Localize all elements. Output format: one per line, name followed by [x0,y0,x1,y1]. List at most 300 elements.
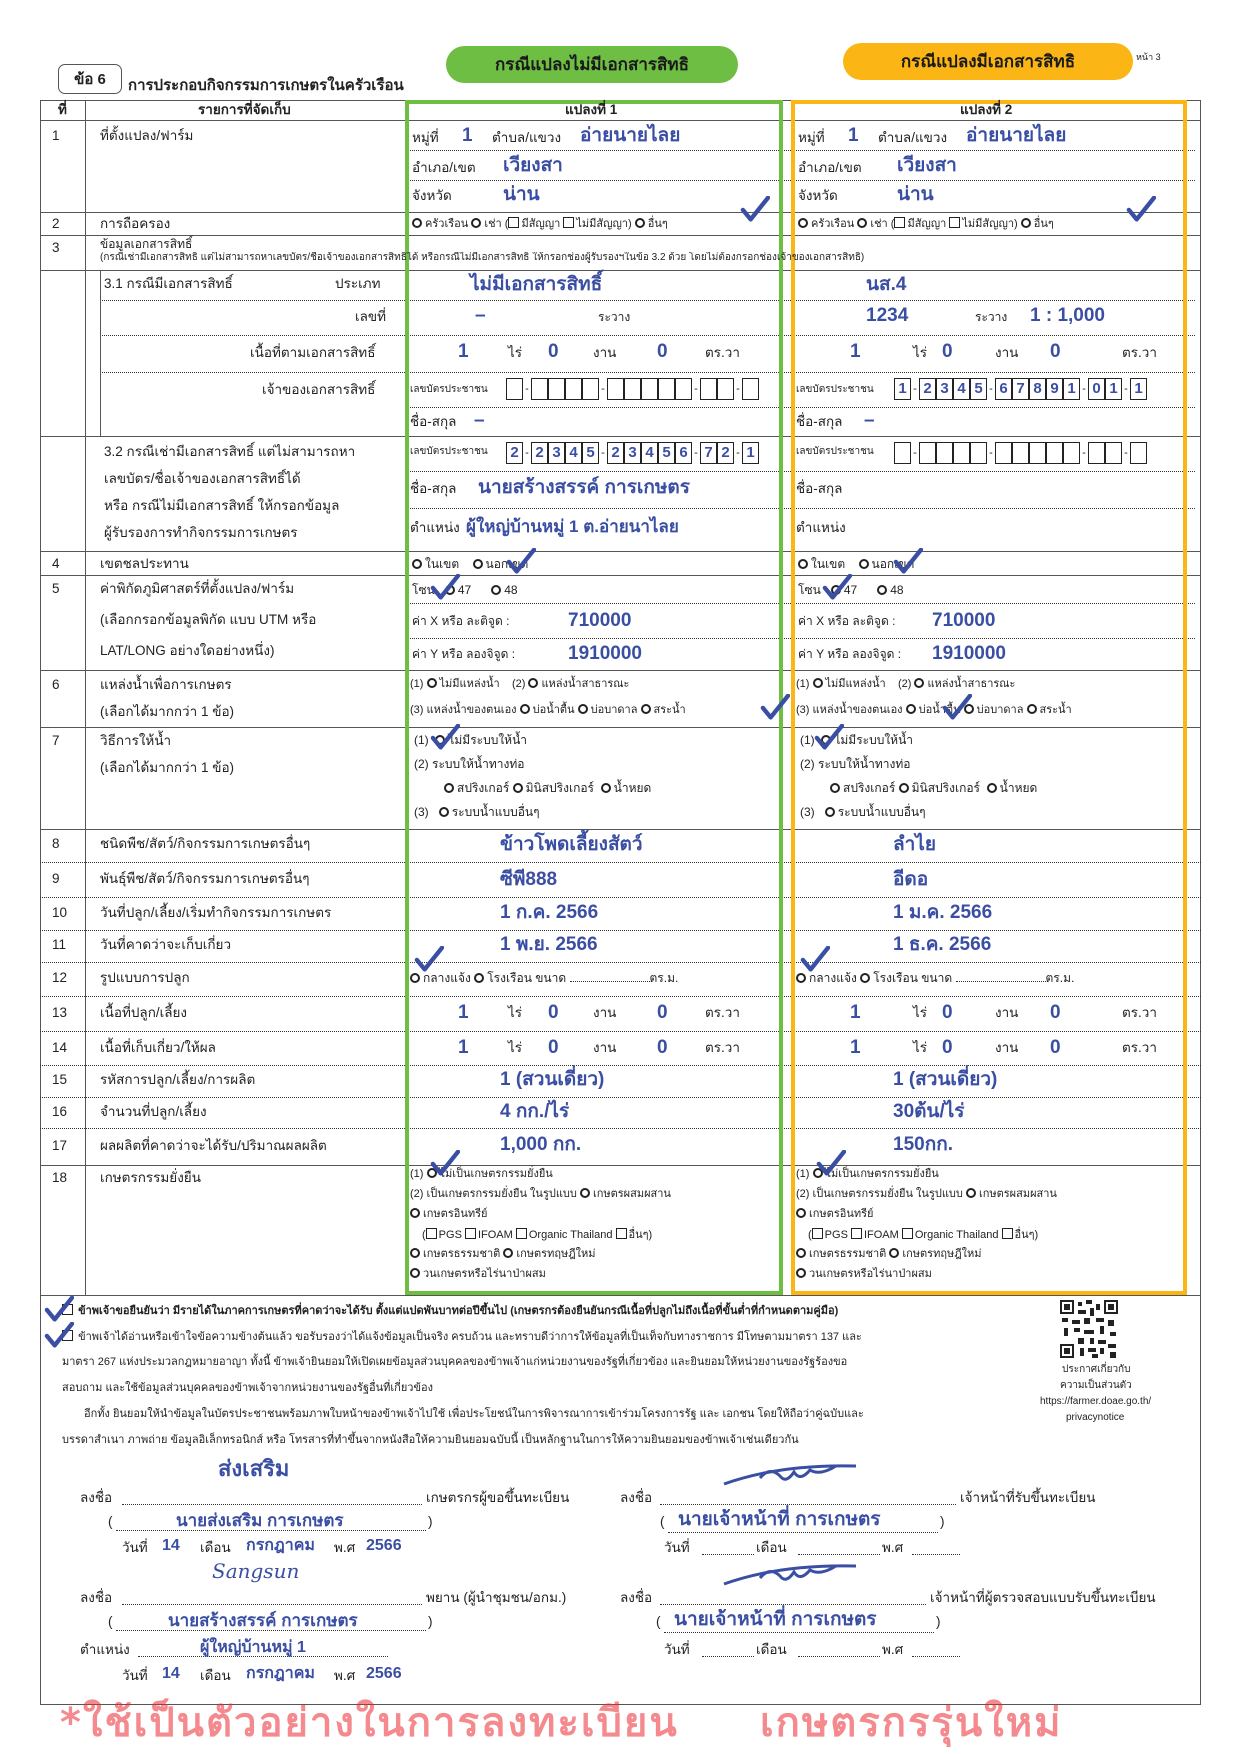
scale-label: ระวาง [975,310,1008,324]
id-digit-box[interactable] [624,378,641,400]
option-label: แหล่งน้ำสาธารณะ [927,678,1016,690]
farmer-year[interactable]: 2566 [366,1537,402,1554]
privacy-url[interactable]: privacynotice [1066,1412,1125,1423]
plot1-water-source-line2 [410,704,686,718]
plot1-harvest-area-ngan[interactable]: 0 [548,1037,559,1058]
plot1-variety[interactable]: ซีพี888 [500,869,558,890]
radio-zone-48[interactable] [491,585,501,595]
plot2-plant-area-rai[interactable]: 1 [850,1002,861,1023]
id-digit-box[interactable] [894,442,911,464]
radio-other-watering[interactable] [439,807,449,817]
id-digit-box[interactable]: 4 [641,442,658,464]
checkbox-pgs[interactable] [426,1228,437,1239]
officer2-month-line[interactable] [798,1656,880,1657]
radio-in-zone[interactable] [798,559,808,569]
radio-deep-well[interactable] [964,704,974,714]
plot2-plant-area-wa[interactable]: 0 [1050,1002,1061,1023]
option-label: ครัวเรือน [811,218,855,230]
divider [40,1165,1201,1166]
plot1-doc-number[interactable]: – [475,305,486,326]
plot1-certifier-position[interactable]: ผู้ใหญ่บ้านหมู่ 1 ต.อ่ายนาไลย [466,517,679,536]
x-label: ค่า X หรือ ละติจูด : [798,614,896,628]
officer2-name[interactable]: นายเจ้าหน้าที่ การเกษตร [674,1609,877,1630]
plot2-y-coordinate[interactable]: 1910000 [932,643,1006,664]
plot1-area-ngan[interactable]: 0 [548,341,559,362]
option-label: เกษตรทฤษฎีใหม่ [516,1248,596,1260]
radio-new-theory[interactable] [889,1248,899,1258]
sustainable-natural [410,1248,671,1268]
plot1-owner-id[interactable] [506,378,759,400]
id-separator: - [694,383,698,395]
id-digit-box[interactable] [675,378,692,400]
plot2-variety[interactable]: อีดอ [893,869,929,890]
radio-greenhouse[interactable] [474,973,484,983]
radio-integrated[interactable] [580,1188,590,1198]
radio-shallow-well[interactable] [520,704,530,714]
plot1-certifier-id[interactable] [506,442,759,464]
plot1-x-coordinate[interactable]: 710000 [568,610,632,631]
id-separator: - [1124,447,1128,459]
id-digit-box[interactable] [531,378,548,400]
row-separator [40,1128,1201,1129]
plot2-tenure-options [798,217,1054,232]
officer2-signature-line[interactable] [660,1604,926,1605]
plot2-code[interactable]: 1 (สวนเดี่ยว) [893,1069,998,1090]
unit-rai: ไร่ [508,345,523,360]
col-header-no: ที่ [58,102,67,117]
plot2-plant-date[interactable]: 1 ม.ค. 2566 [893,902,993,923]
row-separator [40,962,1201,963]
row-number: 12 [52,970,68,985]
row-label: พันธุ์พืช/สัตว์/กิจกรรมการเกษตรอื่นๆ [100,871,310,886]
radio-agroforestry[interactable] [410,1268,420,1278]
organic-standards: ( PGS IFOAM Organic Thailand อื่นๆ) [808,1229,1039,1241]
checkbox-contract[interactable] [894,217,905,228]
id-digit-box[interactable]: 4 [565,442,582,464]
checkbox-ifoam[interactable] [851,1228,862,1239]
id-digit-box[interactable] [919,442,936,464]
plot1-yield[interactable]: 1,000 กก. [500,1134,582,1155]
radio-mini-sprinkler[interactable] [513,783,523,793]
plot2-doc-number[interactable]: 1234 [866,305,909,326]
divider [40,235,1201,236]
id-digit-box[interactable]: 6 [995,378,1012,400]
radio-mini-sprinkler[interactable] [899,783,909,793]
option-label: มินิสปริงเกอร์ [525,781,594,795]
id-digit-box[interactable]: 7 [1012,378,1029,400]
plot2-harvest-area-wa[interactable]: 0 [1050,1037,1061,1058]
id-digit-box[interactable] [548,378,565,400]
plot2-scale[interactable]: 1 : 1,000 [1030,305,1105,326]
id-separator: - [1082,383,1086,395]
officer2-signature [720,1560,860,1588]
id-digit-box[interactable]: 8 [1029,378,1046,400]
option-label: น้ำหยด [999,781,1038,795]
qr-code-icon[interactable] [1060,1300,1118,1358]
checkbox-no-contract[interactable] [563,217,574,228]
id-digit-box[interactable]: 2 [531,442,548,464]
plot1-certifier-name[interactable]: นายสร้างสรรค์ การเกษตร [478,477,690,498]
month-label: เดือน [756,1540,787,1555]
greenhouse-size-field[interactable] [956,981,1046,982]
month-label: เดือน [200,1668,231,1683]
paren-open: ( [108,1514,113,1529]
plot2-moo[interactable]: 1 [848,125,859,146]
radio-out-zone[interactable] [859,559,869,569]
radio-not-sustainable[interactable] [813,1168,823,1178]
id-digit-box[interactable]: 0 [1088,378,1105,400]
option-label: เช่า ( [870,218,895,230]
id-digit-box[interactable] [953,442,970,464]
checkbox-pgs[interactable] [812,1228,823,1239]
id-digit-box[interactable] [1046,442,1063,464]
radio-integrated[interactable] [966,1188,976,1198]
plot2-doc-type[interactable]: นส.4 [866,274,907,295]
zone-label: โซน [412,583,435,597]
divider [100,270,101,436]
id-digit-box[interactable]: 1 [894,378,911,400]
id-digit-box[interactable] [565,378,582,400]
radio-public-water[interactable] [528,678,538,688]
row-label: วันที่ปลูก/เลี้ยง/เริ่มทำกิจกรรมการเกษตร [100,905,332,920]
greenhouse-size-field[interactable] [570,981,650,982]
radio-deep-well[interactable] [578,704,588,714]
witness-month[interactable]: กรกฎาคม [246,1665,315,1682]
farmer-day[interactable]: 14 [162,1537,180,1554]
radio-other[interactable] [1021,218,1031,228]
radio-sprinkler[interactable] [444,783,454,793]
id-digit-box[interactable]: 2 [607,442,624,464]
option-label: เกษตรธรรมชาติ [423,1248,501,1260]
id-digit-box[interactable]: 4 [953,378,970,400]
plot1-moo[interactable]: 1 [462,125,473,146]
option-number: (1) [796,678,810,690]
plot1-amphoe[interactable]: เวียงสา [503,155,563,176]
plot1-watering-pipe-options [444,781,651,796]
option-number: (3) [414,805,429,819]
radio-household[interactable] [412,218,422,228]
plot2-owner-name[interactable]: – [864,410,875,431]
id-digit-box[interactable] [1012,442,1029,464]
option-label: 48 [890,583,904,597]
id-digit-box[interactable]: 5 [970,378,987,400]
row-separator [40,862,1201,863]
witness-year[interactable]: 2566 [366,1665,402,1682]
option-label: โรงเรือน ขนาด [487,971,567,985]
plot2-plant-area-ngan[interactable]: 0 [942,1002,953,1023]
officer1-name[interactable]: นายเจ้าหน้าที่ การเกษตร [678,1509,881,1530]
plot2-amphoe[interactable]: เวียงสา [897,155,957,176]
radio-public-water[interactable] [914,678,924,688]
radio-zone-47[interactable] [445,585,455,595]
row-number: 5 [52,581,60,596]
id-digit-box[interactable]: 3 [936,378,953,400]
id-digit-box[interactable]: 5 [658,442,675,464]
row-separator [405,471,1195,472]
radio-other-watering[interactable] [825,807,835,817]
radio-greenhouse[interactable] [860,973,870,983]
plot1-plant-area-ngan[interactable]: 0 [548,1002,559,1023]
id-digit-box[interactable]: 9 [1046,378,1063,400]
sub-label-3-2: 3.2 กรณีเช่ามีเอกสารสิทธิ์ แต่ไม่สามารถหา [104,444,356,459]
plot2-harvest-date[interactable]: 1 ธ.ค. 2566 [893,934,992,955]
radio-natural[interactable] [410,1248,420,1258]
y-label: ค่า Y หรือ ลองจิจูด : [798,647,902,661]
checkbox-organic-thailand[interactable] [516,1228,527,1239]
plot1-owner-name[interactable]: – [474,410,485,431]
plot1-crop[interactable]: ข้าวโพดเลี้ยงสัตว์ [500,834,643,855]
paren-close: ) [936,1614,941,1629]
officer2-year-line[interactable] [912,1656,960,1657]
checkbox-no-contract[interactable] [949,217,960,228]
id-digit-box[interactable]: 1 [742,442,759,464]
id-digit-box[interactable]: 3 [548,442,565,464]
radio-no-watering[interactable] [821,735,831,745]
radio-in-zone[interactable] [412,559,422,569]
plot2-area-rai[interactable]: 1 [850,341,861,362]
id-digit-box[interactable]: 1 [1063,378,1080,400]
option-number: (1) [800,733,815,747]
plot1-code[interactable]: 1 (สวนเดี่ยว) [500,1069,605,1090]
option-label: เช่า ( [484,218,509,230]
farmer-month[interactable]: กรกฎาคม [246,1537,315,1554]
id-digit-box[interactable] [1029,442,1046,464]
row-number: 2 [52,216,60,231]
option-label: ไม่มีสัญญา) [962,218,1018,230]
farmer-signature-line[interactable] [122,1504,422,1505]
checkbox-income-confirm[interactable] [62,1304,73,1315]
radio-new-theory[interactable] [503,1248,513,1258]
officer1-year-line[interactable] [912,1554,960,1555]
declaration-text: บรรดาสำเนา ภาพถ่าย ข้อมูลอิเล็กทรอนิกส์ หรือ โทรสารที่ทำขึ้นจากหนังสือให้ความยินยอมฉบับนี้ เป็นหลักฐานในการให้ความยินยอมของข้าพเจ้าเช่นเดียวกัน [62,1434,799,1446]
officer1-signature-line[interactable] [660,1504,956,1505]
paren-open: ( [108,1614,113,1629]
row-note: (กรณีเช่ามีเอกสารสิทธิ์ แต่ไม่สามารถหาเลขบัตร/ชื่อเจ้าของเอกสารสิทธิ์ได้ หรือกรณีไม่มีเอกสารสิทธิ์ ให้กรอกช่องผู้รับรองฯในข้อ 3.2 ด้วย โดยไม่ต้องกรอกช่องเจ้าของเอกสารสิทธิ์) [100,252,865,263]
id-digit-box[interactable]: 5 [582,442,599,464]
plot1-planting-style [410,971,678,986]
checkbox-consent[interactable] [62,1330,73,1341]
plot2-tambon[interactable]: อ่ายนายไลย [966,125,1067,146]
radio-agroforestry[interactable] [796,1268,806,1278]
area-label: เนื้อที่ตามเอกสารสิทธิ์ [250,345,376,360]
id-digit-box[interactable]: 1 [1130,378,1147,400]
id-digit-box[interactable] [970,442,987,464]
row-separator [40,897,1201,898]
plot2-yield[interactable]: 150กก. [893,1134,953,1155]
plot2-certifier-id[interactable] [894,442,1147,464]
plot1-harvest-area-rai[interactable]: 1 [458,1037,469,1058]
radio-drip[interactable] [987,783,997,793]
radio-organic[interactable] [796,1208,806,1218]
radio-pond[interactable] [641,704,651,714]
option-label: บ่อบาดาล [590,704,638,716]
officer1-day-line[interactable] [702,1554,754,1555]
privacy-text: ประกาศเกี่ยวกับ [1062,1364,1131,1375]
option-label: บ่อบาดาล [976,704,1024,716]
plot2-harvest-area-rai[interactable]: 1 [850,1037,861,1058]
radio-rent[interactable] [857,218,867,228]
radio-no-water[interactable] [427,678,437,688]
checkbox-other-standard[interactable] [1002,1228,1013,1239]
option-label: สระน้ำ [653,704,686,716]
id-digit-box[interactable] [1063,442,1080,464]
officer2-day-line[interactable] [702,1656,754,1657]
divider [40,1295,1201,1296]
option-label: อื่นๆ) [1014,1229,1039,1241]
option-label: ไม่มีระบบให้น้ำ [448,733,528,747]
option-number: (3) [800,805,815,819]
row-separator [100,372,1195,373]
witness-day[interactable]: 14 [162,1665,180,1682]
id-digit-box[interactable] [641,378,658,400]
id-digit-box[interactable] [1088,442,1105,464]
radio-household[interactable] [798,218,808,228]
row-number: 8 [52,836,60,851]
plot1-tambon[interactable]: อ่ายนายไลย [580,125,681,146]
id-digit-box[interactable] [742,378,759,400]
plot1-harvest-area-wa[interactable]: 0 [657,1037,668,1058]
plot1-y-coordinate[interactable]: 1910000 [568,643,642,664]
plot1-doc-type[interactable]: ไม่มีเอกสารสิทธิ์ [470,274,603,295]
option-label: ครัวเรือน [425,218,469,230]
id-digit-box[interactable]: 1 [1105,378,1122,400]
row-number: 4 [52,556,60,571]
id-digit-box[interactable] [700,378,717,400]
id-digit-box[interactable]: 3 [624,442,641,464]
witness-name[interactable]: นายสร้างสรรค์ การเกษตร [168,1611,358,1630]
id-digit-box[interactable] [717,378,734,400]
id-digit-box[interactable] [995,442,1012,464]
paren-open: ( [656,1614,661,1629]
option-number: (2) [897,678,912,690]
officer1-month-line[interactable] [798,1554,880,1555]
row-number: 1 [52,128,60,143]
id-label: เลขบัตรประชาชน [796,446,874,457]
id-digit-box[interactable]: 2 [919,378,936,400]
plot1-plant-date[interactable]: 1 ก.ค. 2566 [500,902,599,923]
id-separator: - [736,447,740,459]
row-number: 15 [52,1072,68,1087]
id-digit-box[interactable] [936,442,953,464]
unit-wa: ตร.วา [705,1005,740,1020]
checkbox-ifoam[interactable] [465,1228,476,1239]
plot2-x-coordinate[interactable]: 710000 [932,610,996,631]
radio-drip[interactable] [601,783,611,793]
option-label: ระบบน้ำแบบอื่นๆ [451,805,540,819]
no-doc-case-label: กรณีแปลงไม่มีเอกสารสิทธิ [446,46,738,83]
plot1-harvest-date[interactable]: 1 พ.ย. 2566 [500,934,598,955]
radio-natural[interactable] [796,1248,806,1258]
radio-organic[interactable] [410,1208,420,1218]
radio-zone-48[interactable] [877,585,887,595]
id-digit-box[interactable]: 6 [675,442,692,464]
id-digit-box[interactable]: 7 [700,442,717,464]
owner-label: เจ้าของเอกสารสิทธิ์ [262,382,376,397]
id-digit-box[interactable] [1105,442,1122,464]
option-number: (1) [796,1168,810,1180]
plot2-area-wa[interactable]: 0 [1050,341,1061,362]
id-digit-box[interactable] [1130,442,1147,464]
plot1-area-wa[interactable]: 0 [657,341,668,362]
checkbox-other-standard[interactable] [616,1228,627,1239]
checkbox-organic-thailand[interactable] [902,1228,913,1239]
id-digit-box[interactable] [658,378,675,400]
divider [40,436,1201,437]
row-separator [100,300,1195,301]
radio-open-field[interactable] [410,973,420,983]
radio-no-watering[interactable] [435,735,445,745]
id-digit-box[interactable]: 2 [506,442,523,464]
id-digit-box[interactable] [506,378,523,400]
watermark-text: เกษตรกรรุ่นใหม่ [760,1700,1063,1746]
tambon-label: ตำบล/แขวง [878,130,948,145]
form-frame [40,100,1201,1705]
plot2-area-ngan[interactable]: 0 [942,341,953,362]
radio-rent[interactable] [471,218,481,228]
plot1-quantity[interactable]: 4 กก./ไร่ [500,1101,570,1122]
row-number: 14 [52,1040,68,1055]
radio-not-sustainable[interactable] [427,1168,437,1178]
option-label: วนเกษตรหรือไร่นาป่าผสม [423,1268,546,1280]
radio-sprinkler[interactable] [830,783,840,793]
plot1-province[interactable]: น่าน [503,184,540,205]
radio-open-field[interactable] [796,973,806,983]
plot1-tenure-options [412,217,668,232]
sustainable-agroforestry [410,1268,671,1288]
month-label: เดือน [756,1642,787,1657]
witness-position[interactable]: ผู้ใหญ่บ้านหมู่ 1 [200,1639,306,1656]
farmer-name[interactable]: นายส่งเสริม การเกษตร [176,1511,344,1530]
id-digit-box[interactable] [582,378,599,400]
plot2-watering-opt1 [800,733,913,748]
plot2-crop[interactable]: ลำไย [893,834,937,855]
plot1-area-rai[interactable]: 1 [458,341,469,362]
id-separator: - [989,383,993,395]
plot1-plant-area-wa[interactable]: 0 [657,1002,668,1023]
row-label: จำนวนที่ปลูก/เลี้ยง [100,1104,207,1119]
row-label: ชนิดพืช/สัตว์/กิจกรรมการเกษตรอื่นๆ [100,836,311,851]
witness-signature-line[interactable] [122,1604,422,1605]
checkbox-contract[interactable] [508,217,519,228]
divider [405,100,406,1295]
name-label: ชื่อ-สกุล [410,414,457,429]
plot2-quantity[interactable]: 30ต้น/ไร่ [893,1101,965,1122]
option-label: สระน้ำ [1039,704,1072,716]
radio-out-zone[interactable] [473,559,483,569]
declaration-consent [62,1330,862,1345]
radio-other[interactable] [635,218,645,228]
privacy-url[interactable]: https://farmer.doae.go.th/ [1040,1396,1152,1407]
signature-image: ส่งเสริม [218,1457,290,1482]
option-label: มินิสปริงเกอร์ [911,781,980,795]
plot2-harvest-area-ngan[interactable]: 0 [942,1037,953,1058]
id-digit-box[interactable]: 2 [717,442,734,464]
radio-no-water[interactable] [813,678,823,688]
row-label: ผลผลิตที่คาดว่าจะได้รับ/ปริมาณผลผลิต [100,1138,327,1153]
plot2-province[interactable]: น่าน [897,184,934,205]
row-label: เนื้อที่เก็บเกี่ยว/ให้ผล [100,1040,216,1055]
plot2-owner-id[interactable] [894,378,1147,400]
plot1-plant-area-rai[interactable]: 1 [458,1002,469,1023]
day-label: วันที่ [664,1642,690,1657]
radio-shallow-well[interactable] [906,704,916,714]
row-number: 3 [52,240,60,255]
id-digit-box[interactable] [607,378,624,400]
radio-zone-47[interactable] [831,585,841,595]
radio-pond[interactable] [1027,704,1037,714]
amphoe-label: อำเภอ/เขต [798,160,862,175]
year-label: พ.ศ [334,1540,356,1555]
